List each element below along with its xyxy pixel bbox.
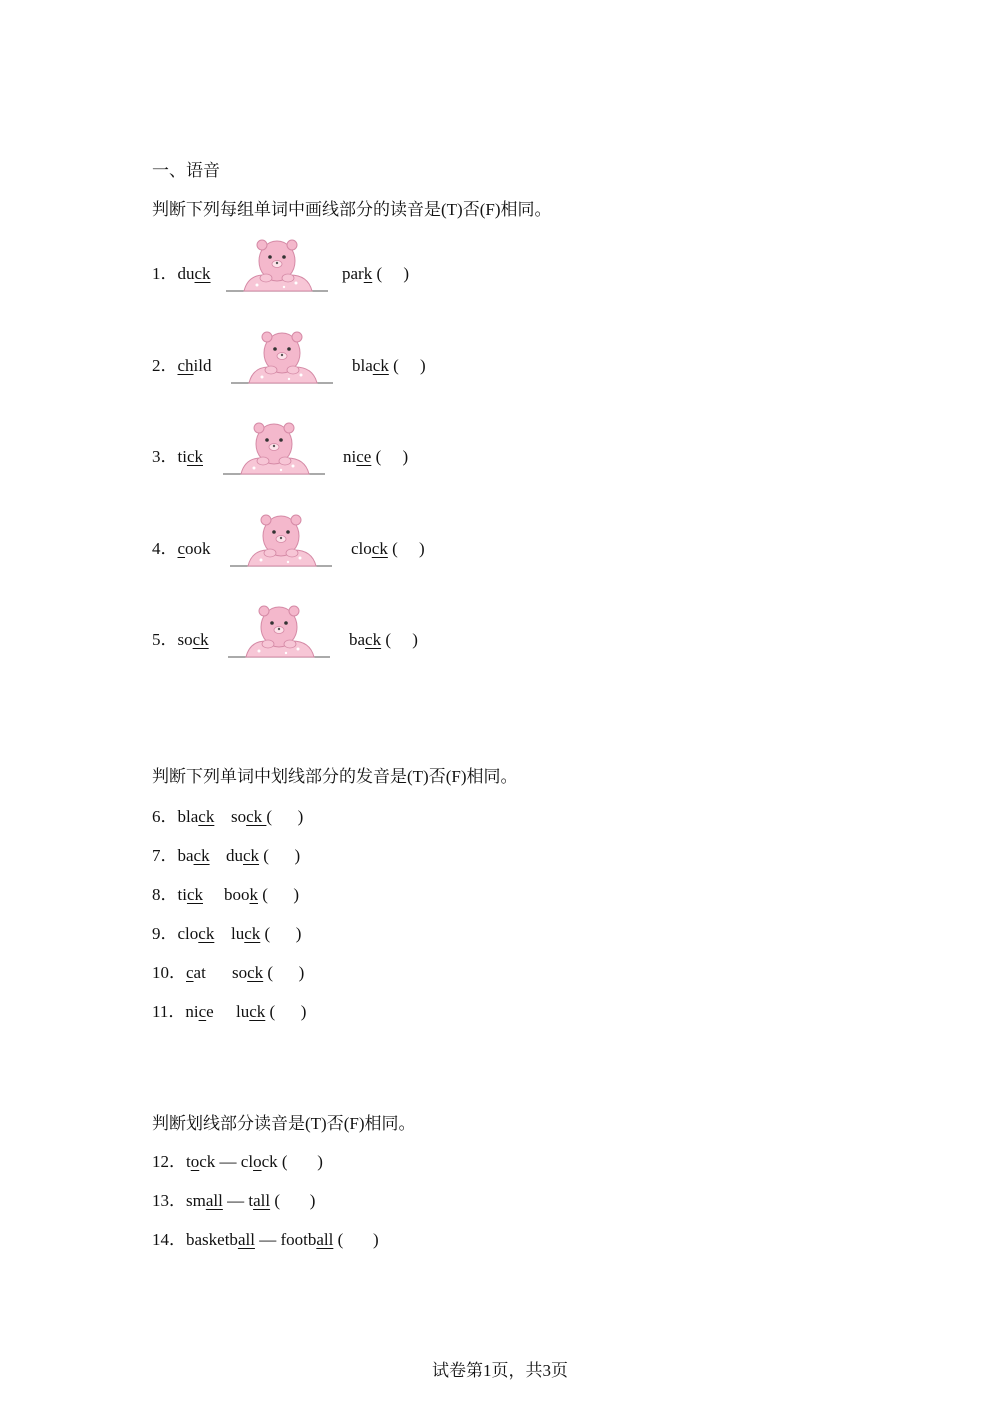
word-1 — [178, 539, 211, 558]
question-left — [152, 446, 203, 468]
question-number: 14． — [152, 1230, 186, 1249]
question-left — [152, 962, 206, 984]
question-number: 4． — [152, 539, 178, 558]
question-left — [152, 629, 209, 651]
question-left — [152, 263, 211, 285]
word-2-text: t — [248, 1191, 254, 1210]
word-1 — [178, 885, 204, 904]
question-number: 12． — [152, 1152, 186, 1171]
word-1-text: e — [206, 1002, 214, 1021]
word-1 — [178, 356, 212, 375]
word-1-text: basketb — [186, 1230, 238, 1249]
part2-instruction: 判断下列单词中划线部分的发音是(T)否(F)相同。 — [152, 767, 518, 786]
answer-blank[interactable]: ( ) — [381, 630, 418, 649]
question-right — [226, 845, 300, 867]
answer-blank[interactable]: ( ) — [270, 1191, 316, 1210]
word-2-underlined: ck — [246, 807, 267, 826]
word-2-underlined: all — [253, 1191, 271, 1210]
word-2-underlined: k — [249, 885, 258, 904]
word-2 — [231, 807, 266, 826]
question-left — [152, 355, 212, 377]
word-1-text: so — [177, 630, 193, 649]
word-1 — [186, 963, 206, 982]
word-1-underlined: ck — [198, 807, 215, 826]
question-number: 9． — [152, 924, 178, 943]
word-1 — [186, 1230, 255, 1249]
word-2-underlined: ck — [244, 924, 261, 943]
question-number: 5． — [152, 630, 178, 649]
word-1-underlined: ck — [186, 885, 203, 904]
word-2-text: du — [226, 846, 243, 865]
mole-picture-icon — [221, 418, 327, 485]
word-1-underlined: c — [198, 1002, 207, 1021]
word-1-underlined: all — [237, 1230, 255, 1249]
answer-blank[interactable]: ( ) — [259, 846, 301, 865]
word-2 — [343, 447, 371, 466]
question-number: 7． — [152, 846, 178, 865]
question-left — [152, 806, 214, 828]
answer-blank[interactable]: ( ) — [260, 924, 302, 943]
question-number: 11． — [152, 1002, 186, 1021]
dash-separator: — — [215, 1152, 241, 1171]
word-2 — [342, 264, 372, 283]
question-right — [232, 962, 304, 984]
word-2-underlined: all — [316, 1230, 334, 1249]
word-1-underlined: ch — [177, 356, 194, 375]
word-2 — [349, 630, 381, 649]
word-1 — [178, 807, 215, 826]
word-2-text: boo — [224, 885, 250, 904]
word-1-underlined: ck — [193, 846, 210, 865]
word-2-text: so — [231, 807, 247, 826]
word-2-underlined: ck — [243, 846, 260, 865]
question-right — [342, 263, 409, 285]
question-right — [231, 806, 303, 828]
word-1-underlined: c — [177, 539, 186, 558]
word-2-underlined: ck — [372, 356, 389, 375]
word-2-underlined: ce — [356, 447, 372, 466]
mole-picture-icon — [228, 510, 334, 577]
question-right — [343, 446, 408, 468]
word-2-text: lu — [236, 1002, 250, 1021]
question-number: 1． — [152, 264, 178, 283]
page-footer: 试卷第1页，共3页 — [432, 1361, 568, 1380]
word-1-text: ni — [185, 1002, 199, 1021]
mole-picture-icon — [229, 327, 335, 394]
word-1-text: ild — [193, 356, 212, 375]
question-left — [152, 845, 210, 867]
word-1 — [178, 447, 204, 466]
word-1 — [178, 924, 215, 943]
word-1-text: bla — [177, 807, 199, 826]
word-2 — [280, 1230, 333, 1249]
word-1 — [186, 1191, 223, 1210]
word-2-text: cl — [240, 1152, 254, 1171]
answer-blank[interactable]: ( ) — [265, 1002, 307, 1021]
question-number: 2． — [152, 356, 178, 375]
word-1-text: sm — [186, 1191, 206, 1210]
word-2-underlined: ck — [365, 630, 382, 649]
question-number: 6． — [152, 807, 178, 826]
word-1-text: ti — [177, 447, 187, 466]
word-2-underlined: ck — [247, 963, 264, 982]
question-number: 8． — [152, 885, 178, 904]
word-1-underlined: ck — [186, 447, 203, 466]
word-1-text: ti — [177, 885, 187, 904]
part3-instruction: 判断划线部分读音是(T)否(F)相同。 — [152, 1114, 416, 1133]
word-1-underlined: all — [205, 1191, 223, 1210]
word-1-text: ck — [199, 1152, 216, 1171]
question-right — [224, 884, 299, 906]
word-2 — [241, 1152, 278, 1171]
word-1 — [186, 1152, 215, 1171]
word-2 — [248, 1191, 270, 1210]
word-1-underlined: ck — [198, 924, 215, 943]
word-2 — [351, 539, 388, 558]
part3-question-12 — [152, 1151, 323, 1173]
word-2 — [236, 1002, 265, 1021]
question-right — [349, 629, 418, 651]
mole-picture-icon — [224, 235, 330, 302]
part3-question-14 — [152, 1229, 379, 1251]
word-2-text: ni — [343, 447, 357, 466]
word-1 — [178, 846, 210, 865]
word-1-text: ook — [185, 539, 211, 558]
word-2-text: footb — [280, 1230, 317, 1249]
mole-picture-icon — [226, 601, 332, 668]
answer-blank[interactable]: ( ) — [263, 963, 305, 982]
word-2-text: par — [342, 264, 364, 283]
word-1-text: du — [177, 264, 195, 283]
word-2-underlined: ck — [249, 1002, 266, 1021]
word-2 — [224, 885, 258, 904]
question-number: 13． — [152, 1191, 186, 1210]
question-number: 3． — [152, 447, 178, 466]
answer-blank[interactable]: ( ) — [371, 447, 409, 466]
answer-blank[interactable]: ( ) — [387, 539, 425, 558]
dash-separator: — — [254, 1230, 281, 1249]
word-2-text: clo — [351, 539, 372, 558]
question-right — [236, 1001, 306, 1023]
question-number: 10． — [152, 963, 186, 982]
question-left — [152, 884, 203, 906]
part1-instruction: 判断下列每组单词中画线部分的读音是(T)否(F)相同。 — [152, 200, 552, 219]
part3-question-13 — [152, 1190, 315, 1212]
question-left — [152, 923, 214, 945]
word-1 — [178, 264, 211, 283]
section-title: 一、语音 — [152, 161, 220, 180]
word-2-text: ba — [349, 630, 366, 649]
word-2-underlined: o — [253, 1152, 262, 1171]
word-2-text: lu — [231, 924, 245, 943]
question-right — [352, 355, 426, 377]
word-2 — [352, 356, 389, 375]
word-1 — [185, 1002, 213, 1021]
word-2-text: bla — [352, 356, 373, 375]
word-2 — [232, 963, 263, 982]
word-2-text: ck — [261, 1152, 278, 1171]
word-2 — [231, 924, 260, 943]
word-2-text: so — [232, 963, 248, 982]
answer-blank[interactable]: ( ) — [388, 356, 426, 375]
word-1-underlined: o — [190, 1152, 200, 1171]
answer-blank[interactable]: ( ) — [258, 885, 300, 904]
word-1-underlined: ck — [194, 264, 211, 283]
question-left — [152, 1001, 214, 1023]
word-1-text: clo — [177, 924, 199, 943]
word-1-text: at — [193, 963, 206, 982]
word-1-text: ba — [177, 846, 194, 865]
answer-blank[interactable]: ( ) — [277, 1152, 323, 1171]
question-right — [231, 923, 301, 945]
question-left — [152, 538, 211, 560]
word-2-underlined: ck — [371, 539, 388, 558]
word-1-text: t — [186, 1152, 191, 1171]
answer-blank[interactable]: ( ) — [372, 264, 410, 283]
question-right — [351, 538, 425, 560]
answer-blank[interactable]: ( ) — [333, 1230, 379, 1249]
word-2-underlined: k — [363, 264, 373, 283]
answer-blank[interactable]: ( ) — [266, 807, 304, 826]
word-1-underlined: c — [186, 963, 194, 982]
word-1-underlined: ck — [192, 630, 209, 649]
word-1 — [178, 630, 209, 649]
dash-separator: — — [222, 1191, 249, 1210]
word-2 — [226, 846, 259, 865]
